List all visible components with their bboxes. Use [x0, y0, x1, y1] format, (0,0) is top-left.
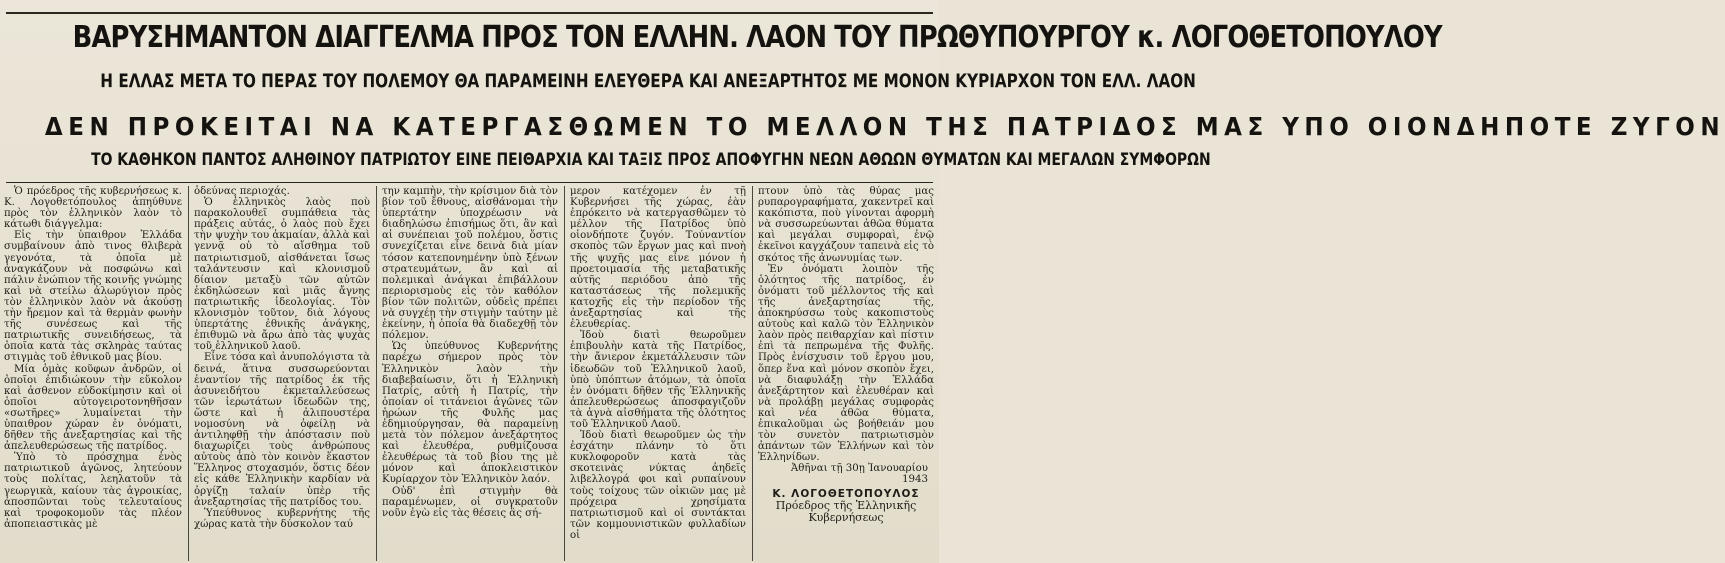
article-paragraph: Ἰδοὺ διατὶ θεωροῦμεν ἐπιβουλὴν κατὰ τῆς Πατρίδος, τὴν ἄνιερον ἐκμετάλλευσιν τῶν ἰδεωδῶν τοῦ Ἑλληνικοῦ λαοῦ, ὑπὸ ὑπόπτων ἀτόμων, τὰ ὁποῖα ἐν ὀνόματι δῆθεν τῆς Ἑλληνικῆς ἀπελευθερώσεως ἀποσφαγιζοῦν τὰ ἁγνὰ αἰσθήματα τῆς ὁλότητος τοῦ Ἑλληνικοῦ Λαοῦ. [570, 330, 746, 430]
signature-title: Πρόεδρος τῆς Ἑλληνικῆς Κυβερνήσεως [775, 498, 917, 524]
article-paragraph: ὁδεύνας περιοχάς. [194, 186, 290, 197]
article-paragraph: Ὡς ὑπεύθυνος Κυβερνήτης παρέχω σήμερον πρὸς τὸν Ἑλληνικὸν λαὸν τὴν διαβεβαίωσιν, ὅτι ἡ Ἑλληνικὴ Πατρίς, αὐτὴ ἡ Πατρίς, τὴν ὁποίαν οἱ τιτάνειοι ἀγῶνες τῶν ἡρώων τῆς Φυλῆς μας ἐδημιούργησαν, θὰ παραμείνῃ μετὰ τὸν πόλεμον ἀνεξάρτητος καὶ ἐλευθέρα, ρυθμίζουσα ἐλευθέρως τὰ τοῦ βίου της μὲ μόνον καὶ ἀποκλειστικὸν Κυρίαρχον τὸν Ἑλληνικὸν λαόν. [382, 341, 558, 486]
article-paragraph: Ὁ ἑλληνικὸς λαὸς ποὺ παρακολουθεῖ συμπάθεια τὰς πράξεις αὐτάς, ὁ λαὸς ποὺ ἔχει τὴν ψυχὴν του ἀκμαίαν, ἀλλὰ καὶ γεννᾷ οὐ τὸ αἴσθημα τοῦ πατριωτισμοῦ, αἰσθάνεται ἴσως ταλάντευσιν καὶ κλονισμοῦ δίαιον μεταξὺ τῶν αὐτῶν ἐκδηλώσεων καὶ μιᾶς ἄγνης πατριωτικῆς ἰδεολογίας. Τὸν κλονισμὸν τοῦτον, διὰ λόγους ὑπερτάτης ἐθνικῆς ἀνάγκης, ἐπιθυμῶ νὰ ἄρω ἀπὸ τὰς ψυχὰς τοῦ ἑλληνικοῦ λαοῦ. [194, 197, 370, 353]
article-column-5 [758, 186, 934, 561]
article-body [4, 186, 936, 561]
article-column-2 [194, 186, 370, 561]
article-paragraph: πτουν ὑπὸ τὰς θύρας μας ρυπαρογραφήματα, χακεντρεῖ καὶ κακόπιστα, ποὺ γίνονται ἀφορμὴ νὰ συσσωρεύωνται ἀθῶα θύματα καὶ μεγάλαι συμφοραὶ, ἐνῷ ἐκεῖνοι καγχάζουν ταπεινὰ εἰς τὸ σκότος τῆς ἀνωνυμίας των. [758, 186, 934, 264]
article-column-3 [382, 186, 558, 561]
article-column-4 [570, 186, 746, 561]
article-paragraph: Ὁ πρόεδρος τῆς κυβερνήσεως κ. Κ. Λογοθετόπουλος ἀπηύθυνε πρὸς τὸν ἑλληνικὸν λαὸν τὸ κάτωθι διάγγελμα: [4, 186, 182, 231]
article-paragraph: Ἰδοὺ διατὶ θεωροῦμεν ὡς τὴν ἐσχάτην πλάνην τὸ ὅτι κυκλοφοροῦν κατὰ τὰς σκοτεινὰς νύκτας ἀηδεῖς λιβελλογρά φοι καὶ ρυπαίνουν τοὺς τοίχους τῶν οἰκιῶν μας μὲ πρόχειρα χρησίματα πατριωτισμοῦ καὶ οἱ συντάκται τῶν κομμουνιστικῶν φυλλαδίων οἱ [570, 430, 746, 541]
signature-block [758, 488, 934, 524]
article-paragraph: Εἰς τὴν ὑπαιθρον Ἑλλάδα συμβαίνουν ἀπὸ τινος θλιβερὰ γεγονότα, τὰ ὁποῖα μὲ ἀναγκάζουν νὰ ποσφώνω καὶ πάλιν ἐνώπιον τῆς κοινῆς γνώμης καὶ νὰ στείλω ἀλωρύγιον πρὸς τὸν ἑλληνικὸν λαὸν νὰ ἀκούσῃ τὴν ἤρεμον καὶ τὰ θερμὰν φωνὴν τῆς συνέσεως καὶ τῆς πατριωτικῆς συνειδήσεως, τὰ ὁποῖα κατὰ τὰς σκληρὰς ταύτας στιγμὰς τοῦ ἐθνικοῦ μας βίου. [4, 230, 182, 364]
article-paragraph: την καμπὴν, τὴν κρίσιμον διὰ τὸν βίον τοῦ ἔθνους, αἰσθάνομαι τὴν ὑπερτάτην ὑποχρέωσιν νὰ διαδηλώσω ἐπισήμως ὅτι, ἂν καὶ αἱ συνέπειαι τοῦ πολέμου, ὅστις συνεχίζεται εἶνε δεινὰ διὰ μίαν τόσον κατεπονημένην ὑπὸ ξένων στρατευμάτων, ἂν καὶ αἱ πολεμικαὶ ἀνάγκαι ἐπιβάλλουν περιορισμοὺς εἰς τὸν καθόλον βίον τῶν πολιτῶν, οὐδεὶς πρέπει νὰ συγχέῃ τὴν στιγμὴν ταύτην μὲ ἐκείνην, ἡ ὁποία θὰ διαδεχθῇ τὸν πόλεμον. [382, 186, 558, 342]
column-divider [188, 186, 189, 561]
main-headline: ΒΑΡΥΣΗΜΑΝΤΟΝ ΔΙΑΓΓΕΛΜΑ ΠΡΟΣ ΤΟΝ ΕΛΛΗΝ. ΛΑΟΝ ΤΟΥ ΠΡΩΘΥΠΟΥΡΓΟΥ κ. ΛΟΓΟΘΕΤΟΠΟΥΛΟΥ [72, 20, 1442, 55]
article-paragraph: Οὐδ' ἐπὶ στιγμὴν θὰ παραμένωμεν, οἱ συγκρατοῦν νοῦν ἐγὼ εἰς τὰς θέσεις ἂς σή- [382, 485, 558, 519]
article-paragraph: Ἐν ὀνόματι λοιπὸν τῆς ὁλότητος τῆς πατρίδος, ἐν ὀνόματι τοῦ μέλλοντος τῆς καὶ τῆς ἀνεξαρτησίας τῆς, ἀποκηρύσσω τοὺς κακοπιστοὺς αὐτοὺς καὶ καλῶ τὸν Ἑλληνικὸν λαὸν πρὸς πειθαρχίαν καὶ πίστιν ἐπὶ τὰ πεπρωμένα τῆς Φυλῆς. Πρὸς ἐνίσχυσιν τοῦ ἔργου μου, ὅπερ ἕνα καὶ μόνον σκοπὸν ἔχει, νὰ διαφυλάξῃ τὴν Ἑλλάδα ἀνεξάρτητον καὶ ἐλευθέραν καὶ νὰ προλάβῃ μεγάλας συμφορὰς καὶ νέα ἀθῶα θύματα, ἐπικαλοῦμαι ὡς βοήθειάν μου τὸν συνετὸν πατριωτισμὸν ἁπάντων τῶν Ἑλλήνων καὶ τὸν Ἑλληνίδων. [758, 263, 934, 464]
column-divider [752, 186, 753, 561]
article-paragraph: Μία ὁμὰς κοῦφων ἀνδρῶν, οἱ ὁποῖοι ἐπιδιώκουν τὴν εὔκολον καὶ ἀσθενον εὐδοκίμησιν καὶ οἱ ὁποῖοι αὐτογειροτονηθῆσαν «σωτῆρες» λυμαίνεται τὴν ὑπαιθρον χώραν ἐν ὀνόματι, δῆθεν τῆς ἀνεξαρτησίας καὶ τῆς ἀπελευθερώσεως τῆς πατρίδος. [4, 363, 182, 453]
subheadline-2: ΔΕΝ ΠΡΟΚΕΙΤΑΙ ΝΑ ΚΑΤΕΡΓΑΣΘΩΜΕΝ ΤΟ ΜΕΛΛΟΝ ΤΗΣ ΠΑΤΡΙΔΟΣ ΜΑΣ ΥΠΟ ΟΙΟΝΔΗΠΟΤΕ ΖΥΓΟΝ [44, 112, 1725, 141]
article-paragraph: Εἶνε τόσα καὶ ἀνυπολόγιστα τὰ δεινά, ἅτινα συσσωρεύονται ἐναντίον τῆς πατρίδος ἐκ τῆς ἀσυνειδήτου ἐκμεταλλεύσεως τῶν ἱερωτάτων ἰδεωδῶν της, ὥστε καὶ ἡ ἀλιπουστέρα νομοσύνη νὰ ὀφείλῃ νὰ ἀντιληφθῇ τὴν ἀπόστασιν ποὺ διαχωρίζει τοὺς ἀνθρώπους αὐτοὺς ἀπὸ τὸν κοινὸν ἕκαστον Ἕλληνος στοχασμόν, ὅστις δέον εἰς κάθε Ἑλληνικὴν καρδίαν νὰ ὀργίζῃ ταλαίν ὑπὲρ τῆς ἀνεξαρτησίας τῆς πατρίδος του. [194, 352, 370, 508]
subheadline-3: ΤΟ ΚΑΘΗΚΟΝ ΠΑΝΤΟΣ ΑΛΗΘΙΝΟΥ ΠΑΤΡΙΩΤΟΥ ΕΙΝΕ ΠΕΙΘΑΡΧΙΑ ΚΑΙ ΤΑΞΙΣ ΠΡΟΣ ΑΠΟΦΥΓΗΝ ΝΕΩΝ ΑΘΩΩΝ ΘΥΜΑΤΩΝ ΚΑΙ ΜΕΓΑΛΩΝ ΣΥΜΦΟΡΩΝ [91, 150, 1211, 170]
article-paragraph: μερον κατέχομεν ἐν τῇ Κυβερνήσει τῆς χώρας, ἐὰν ἐπρόκειτο νὰ κατεργασθῶμεν τὸ μέλλον τῆς Πατρίδος ὑπὸ οἱονδήποτε ζυγόν. Τούναντίον σκοπὸς τῶν ἔργων μας καὶ πνοὴ τῆς ψυχῆς μας εἶνε μόνον ἡ προετοιμασία τῆς μεταβατικῆς αὐτῆς περιόδου ἀπὸ τῆς καταστάσεως τῆς πολεμικῆς κατοχῆς εἰς τὴν περίοδον τῆς ἀνεξαρτησίας καὶ τῆς ἐλευθερίας. [570, 186, 746, 331]
headline-rule [6, 182, 933, 183]
column-divider [376, 186, 377, 561]
top-rule [6, 12, 933, 14]
article-paragraph: Ὑπεύθυνος κυβερνήτης τῆς χώρας κατὰ τὴν δύσκολον ταύ [194, 507, 370, 530]
subheadline-1: Η ΕΛΛΑΣ ΜΕΤΑ ΤΟ ΠΕΡΑΣ ΤΟΥ ΠΟΛΕΜΟΥ ΘΑ ΠΑΡΑΜΕΙΝΗ ΕΛΕΥΘΕΡΑ ΚΑΙ ΑΝΕΞΑΡΤΗΤΟΣ ΜΕ ΜΟΝΟΝ ΚΥΡΙΑΡΧΟΝ ΤΟΝ ΕΛΛ. ΛΑΟΝ [100, 70, 1196, 92]
article-column-1 [4, 186, 182, 561]
column-divider [564, 186, 565, 561]
signature-name: Κ. ΛΟΓΟΘΕΤΟΠΟΥΛΟΣ [772, 487, 920, 500]
article-paragraph: Ὑπὸ τὸ πρόσχημα ἑνὸς πατριωτικοῦ ἀγῶνος, λητεύουν τοὺς πολίτας, λεηλατοῦν τὰ γεωργικὰ, καίουν τὰς ἀγροικίας, ἀποσπῶνται τοὺς τελευταίους καὶ τροφοκομοῦν τὰς πλέον ἀποπειαστικὰς μὲ [4, 452, 182, 530]
dateline: Ἀθῆναι τῇ 30ῃ Ἰανουαρίου 1943 [790, 463, 928, 486]
